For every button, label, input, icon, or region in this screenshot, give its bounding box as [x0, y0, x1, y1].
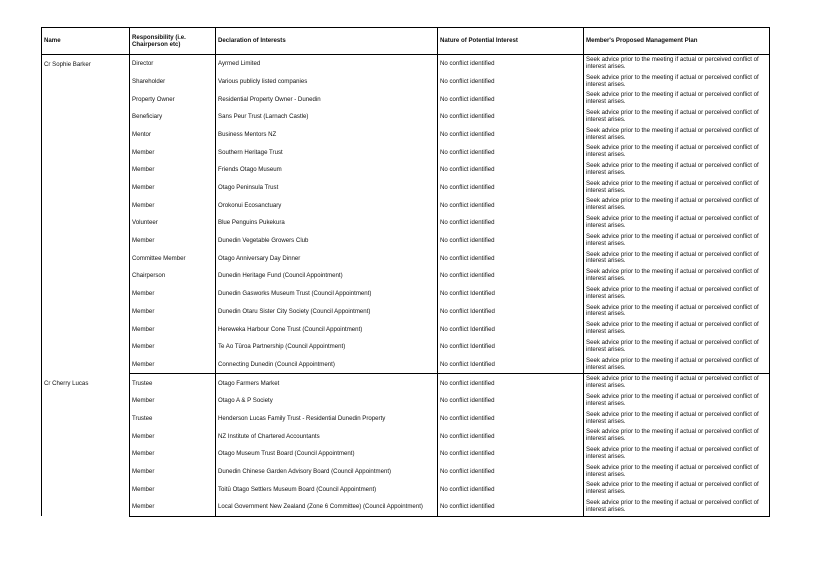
nature-cell: No conflict identified [438, 463, 584, 481]
plan-cell: Seek advice prior to the meeting if actual or perceived conflict of interest arises. [584, 374, 770, 392]
declaration-cell: Connecting Dunedin (Council Appointment) [216, 356, 438, 374]
interests-register-table [41, 27, 770, 517]
responsibility-cell: Member [130, 481, 216, 499]
responsibility-cell: Member [130, 498, 216, 516]
declaration-cell: Dunedin Heritage Fund (Council Appointment) [216, 267, 438, 285]
declaration-cell: Southern Heritage Trust [216, 143, 438, 161]
table-row [42, 73, 770, 91]
declaration-cell: Toitū Otago Settlers Museum Board (Council Appointment) [216, 481, 438, 499]
declaration-cell: Otago Museum Trust Board (Council Appointment) [216, 445, 438, 463]
responsibility-cell: Member [130, 161, 216, 179]
responsibility-cell: Committee Member [130, 250, 216, 268]
responsibility-cell: Member [130, 392, 216, 410]
plan-cell: Seek advice prior to the meeting if actual or perceived conflict of interest arises. [584, 161, 770, 179]
nature-cell: No conflict identified [438, 161, 584, 179]
table-row [42, 161, 770, 179]
table-row [42, 179, 770, 197]
declaration-cell: NZ Institute of Chartered Accountants [216, 427, 438, 445]
table-row [42, 90, 770, 108]
declaration-cell: Local Government New Zealand (Zone 6 Committee) (Council Appointment) [216, 498, 438, 516]
responsibility-cell: Director [130, 55, 216, 73]
declaration-cell: Otago Anniversary Day Dinner [216, 250, 438, 268]
declaration-cell: Dunedin Chinese Garden Advisory Board (Council Appointment) [216, 463, 438, 481]
nature-cell: No conflict identified [438, 73, 584, 91]
plan-cell: Seek advice prior to the meeting if actual or perceived conflict of interest arises. [584, 267, 770, 285]
declaration-cell: Friends Otago Museum [216, 161, 438, 179]
responsibility-cell: Trustee [130, 410, 216, 428]
declaration-cell: Sans Peur Trust (Larnach Castle) [216, 108, 438, 126]
table-row [42, 197, 770, 215]
member-name-cell: Cr Cherry Lucas [42, 374, 130, 517]
nature-cell: No conflict Identified [438, 320, 584, 338]
nature-cell: No conflict identified [438, 445, 584, 463]
table-row [42, 481, 770, 499]
table-row [42, 232, 770, 250]
plan-cell: Seek advice prior to the meeting if actual or perceived conflict of interest arises. [584, 179, 770, 197]
plan-cell: Seek advice prior to the meeting if actual or perceived conflict of interest arises. [584, 197, 770, 215]
nature-cell: No conflict identified [438, 374, 584, 392]
responsibility-cell: Member [130, 427, 216, 445]
nature-cell: No conflict identified [438, 250, 584, 268]
plan-cell: Seek advice prior to the meeting if actual or perceived conflict of interest arises. [584, 338, 770, 356]
table-row [42, 356, 770, 374]
plan-cell: Seek advice prior to the meeting if actual or perceived conflict of interest arises. [584, 73, 770, 91]
nature-cell: No conflict identified [438, 108, 584, 126]
responsibility-cell: Mentor [130, 126, 216, 144]
responsibility-cell: Beneficiary [130, 108, 216, 126]
nature-cell: No conflict Identified [438, 338, 584, 356]
table-row [42, 250, 770, 268]
table-header-row [42, 28, 770, 55]
header-name: Name [42, 28, 130, 55]
responsibility-cell: Shareholder [130, 73, 216, 91]
responsibility-cell: Member [130, 445, 216, 463]
nature-cell: No conflict identified [438, 481, 584, 499]
responsibility-cell: Member [130, 303, 216, 321]
declaration-cell: Dunedin Vegetable Growers Club [216, 232, 438, 250]
table-row [42, 108, 770, 126]
nature-cell: No conflict identified [438, 126, 584, 144]
table-row [42, 392, 770, 410]
plan-cell: Seek advice prior to the meeting if actual or perceived conflict of interest arises. [584, 90, 770, 108]
nature-cell: No conflict identified [438, 214, 584, 232]
declaration-cell: Various publicly listed companies [216, 73, 438, 91]
declaration-cell: Dunedin Otaru Sister City Society (Council Appointment) [216, 303, 438, 321]
nature-cell: No conflict identified [438, 392, 584, 410]
table-body [42, 55, 770, 517]
declaration-cell: Otago Peninsula Trust [216, 179, 438, 197]
nature-cell: No conflict identified [438, 427, 584, 445]
table-row [42, 214, 770, 232]
plan-cell: Seek advice prior to the meeting if actual or perceived conflict of interest arises. [584, 55, 770, 73]
responsibility-cell: Volunteer [130, 214, 216, 232]
plan-cell: Seek advice prior to the meeting if actual or perceived conflict of interest arises. [584, 250, 770, 268]
declaration-cell: Hereweka Harbour Cone Trust (Council Appointment) [216, 320, 438, 338]
header-responsibility: Responsibility (i.e. Chairperson etc) [130, 28, 216, 55]
nature-cell: No conflict Identified [438, 285, 584, 303]
declaration-cell: Blue Penguins Pukekura [216, 214, 438, 232]
responsibility-cell: Member [130, 463, 216, 481]
responsibility-cell: Member [130, 285, 216, 303]
table-row [42, 374, 770, 392]
plan-cell: Seek advice prior to the meeting if actual or perceived conflict of interest arises. [584, 356, 770, 374]
nature-cell: No conflict Identified [438, 356, 584, 374]
declaration-cell: Dunedin Gasworks Museum Trust (Council Appointment) [216, 285, 438, 303]
table-row [42, 143, 770, 161]
declaration-cell: Residential Property Owner - Dunedin [216, 90, 438, 108]
plan-cell: Seek advice prior to the meeting if actual or perceived conflict of interest arises. [584, 285, 770, 303]
nature-cell: No conflict identified [438, 267, 584, 285]
table-row [42, 126, 770, 144]
plan-cell: Seek advice prior to the meeting if actual or perceived conflict of interest arises. [584, 410, 770, 428]
responsibility-cell: Trustee [130, 374, 216, 392]
plan-cell: Seek advice prior to the meeting if actual or perceived conflict of interest arises. [584, 108, 770, 126]
responsibility-cell: Member [130, 356, 216, 374]
nature-cell: No conflict Identified [438, 303, 584, 321]
plan-cell: Seek advice prior to the meeting if actual or perceived conflict of interest arises. [584, 481, 770, 499]
nature-cell: No conflict identified [438, 90, 584, 108]
declaration-cell: Orokonui Ecosanctuary [216, 197, 438, 215]
nature-cell: No conflict identified [438, 179, 584, 197]
declaration-cell: Ayrmed Limited [216, 55, 438, 73]
table-row [42, 285, 770, 303]
table-row [42, 463, 770, 481]
header-declaration: Declaration of Interests [216, 28, 438, 55]
declaration-cell: Otago A & P Society [216, 392, 438, 410]
table-row [42, 410, 770, 428]
plan-cell: Seek advice prior to the meeting if actual or perceived conflict of interest arises. [584, 463, 770, 481]
plan-cell: Seek advice prior to the meeting if actual or perceived conflict of interest arises. [584, 303, 770, 321]
table-row [42, 267, 770, 285]
nature-cell: No conflict identified [438, 410, 584, 428]
plan-cell: Seek advice prior to the meeting if actual or perceived conflict of interest arises. [584, 445, 770, 463]
responsibility-cell: Property Owner [130, 90, 216, 108]
declaration-cell: Business Mentors NZ [216, 126, 438, 144]
responsibility-cell: Chairperson [130, 267, 216, 285]
responsibility-cell: Member [130, 197, 216, 215]
responsibility-cell: Member [130, 232, 216, 250]
declaration-cell: Te Ao Tūroa Partnership (Council Appointment) [216, 338, 438, 356]
plan-cell: Seek advice prior to the meeting if actual or perceived conflict of interest arises. [584, 126, 770, 144]
plan-cell: Seek advice prior to the meeting if actual or perceived conflict of interest arises. [584, 232, 770, 250]
table-row [42, 55, 770, 73]
nature-cell: No conflict identified [438, 197, 584, 215]
header-plan: Member's Proposed Management Plan [584, 28, 770, 55]
header-nature: Nature of Potential Interest [438, 28, 584, 55]
plan-cell: Seek advice prior to the meeting if actual or perceived conflict of interest arises. [584, 143, 770, 161]
plan-cell: Seek advice prior to the meeting if actual or perceived conflict of interest arises. [584, 320, 770, 338]
nature-cell: No conflict identified [438, 143, 584, 161]
table-row [42, 303, 770, 321]
nature-cell: No conflict identified [438, 232, 584, 250]
declaration-cell: Henderson Lucas Family Trust - Residential Dunedin Property [216, 410, 438, 428]
plan-cell: Seek advice prior to the meeting if actual or perceived conflict of interest arises. [584, 392, 770, 410]
responsibility-cell: Member [130, 320, 216, 338]
nature-cell: No conflict identified [438, 55, 584, 73]
table-row [42, 498, 770, 516]
responsibility-cell: Member [130, 179, 216, 197]
nature-cell: No conflict identified [438, 498, 584, 516]
table-row [42, 445, 770, 463]
member-name-cell: Cr Sophie Barker [42, 55, 130, 374]
responsibility-cell: Member [130, 338, 216, 356]
table-row [42, 338, 770, 356]
declaration-cell: Otago Farmers Market [216, 374, 438, 392]
plan-cell: Seek advice prior to the meeting if actual or perceived conflict of interest arises. [584, 427, 770, 445]
plan-cell: Seek advice prior to the meeting if actual or perceived conflict of interest arises. [584, 214, 770, 232]
table-row [42, 427, 770, 445]
responsibility-cell: Member [130, 143, 216, 161]
plan-cell: Seek advice prior to the meeting if actual or perceived conflict of interest arises. [584, 498, 770, 516]
table-row [42, 320, 770, 338]
